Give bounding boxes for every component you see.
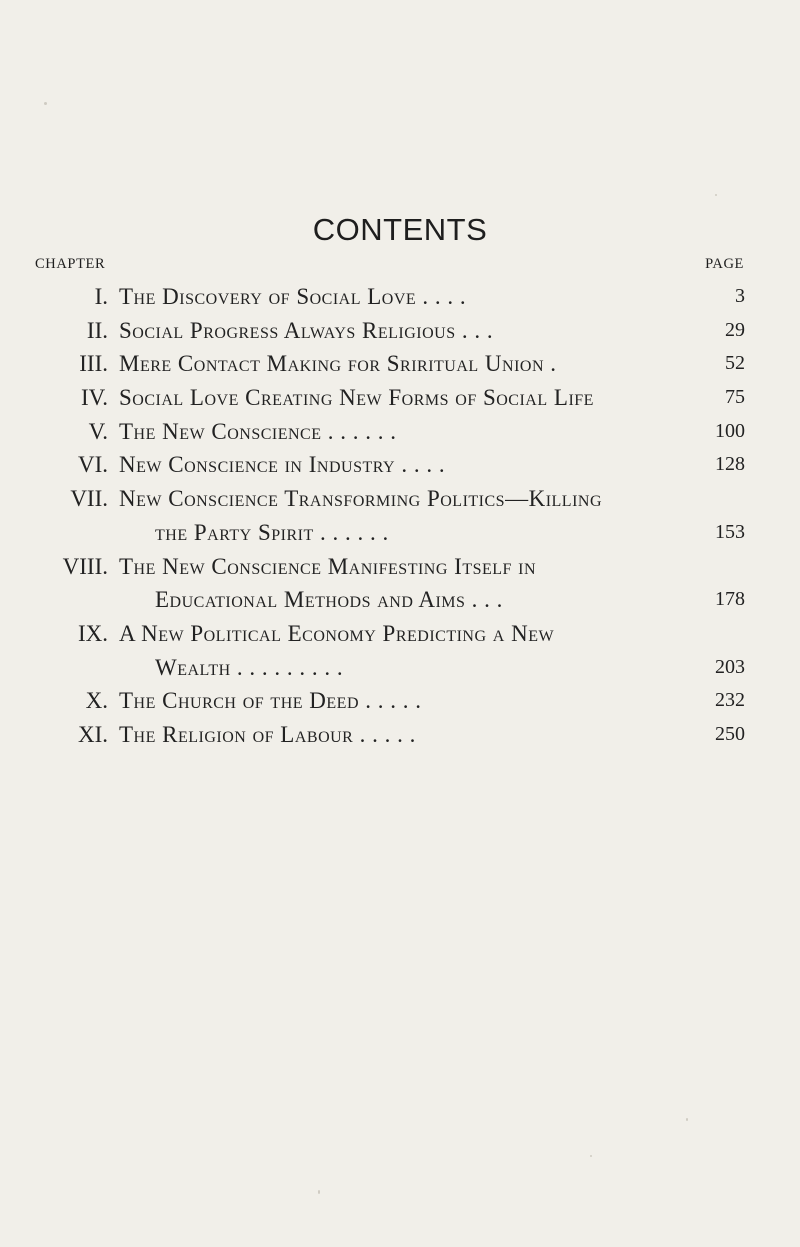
chapter-title-continued: Wealth . . . . . . . . . (155, 654, 344, 680)
chapter-title: New Conscience Transforming Politics—Killing (119, 486, 603, 512)
page-number: 203 (715, 655, 745, 678)
paper-speck (590, 1155, 592, 1157)
chapter-title: Social Progress Always Religious . . . (119, 317, 494, 343)
chapter-title: A New Political Economy Predicting a New (119, 620, 555, 646)
chapter-number: III. (79, 351, 108, 377)
paper-speck (318, 1190, 320, 1194)
chapter-number: V. (88, 418, 108, 444)
toc-entry (0, 381, 800, 415)
chapter-title-continued: the Party Spirit . . . . . . (155, 519, 389, 545)
chapter-number: IV. (80, 385, 108, 411)
paper-speck (715, 194, 717, 196)
toc-entry (0, 314, 800, 348)
toc-entry-continuation (0, 651, 800, 685)
paper-speck (686, 1118, 688, 1121)
chapter-column-header: CHAPTER (35, 256, 106, 272)
chapter-number: VI. (77, 452, 108, 478)
page-number: 52 (725, 352, 745, 375)
toc-entry (0, 550, 800, 584)
page-title: CONTENTS (312, 212, 488, 247)
chapter-number: VII. (70, 486, 108, 512)
toc-entry (0, 280, 800, 314)
toc-entry (0, 684, 800, 718)
toc-entry (0, 718, 800, 752)
chapter-title-continued: Educational Methods and Aims . . . (155, 587, 503, 613)
page-column-header: PAGE (705, 256, 744, 272)
chapter-title: The New Conscience Manifesting Itself in (119, 553, 537, 579)
chapter-title: Social Love Creating New Forms of Social Life (119, 385, 594, 411)
toc-entry (0, 482, 800, 516)
page-number: 128 (715, 453, 745, 476)
chapter-number: VIII. (62, 553, 108, 579)
chapter-number: XI. (77, 721, 108, 747)
toc-entry-continuation (0, 583, 800, 617)
page-number: 3 (735, 285, 745, 307)
chapter-title: The Discovery of Social Love . . . . (119, 284, 467, 309)
chapter-title: Mere Contact Making for Sriritual Union . (119, 351, 557, 377)
toc-list (0, 280, 800, 752)
page-number: 178 (715, 588, 745, 611)
toc-entry (0, 347, 800, 381)
toc-entry (0, 617, 800, 651)
page-number: 153 (715, 520, 745, 543)
chapter-number: II. (86, 317, 108, 343)
page-number: 29 (725, 318, 745, 341)
toc-entry (0, 448, 800, 482)
page-number: 232 (715, 689, 745, 712)
chapter-number: X. (85, 688, 108, 714)
page-number: 100 (715, 419, 745, 442)
chapter-title: The Religion of Labour . . . . . (119, 721, 416, 747)
page-number: 75 (725, 386, 745, 409)
page-number: 250 (715, 722, 745, 745)
toc-entry (0, 415, 800, 449)
chapter-title: New Conscience in Industry . . . . (119, 452, 446, 478)
toc-entry-continuation (0, 516, 800, 550)
chapter-number: I. (94, 284, 108, 309)
chapter-title: The Church of the Deed . . . . . (119, 688, 422, 714)
chapter-number: IX. (77, 620, 108, 646)
chapter-title: The New Conscience . . . . . . (119, 418, 397, 444)
paper-speck (44, 102, 47, 105)
